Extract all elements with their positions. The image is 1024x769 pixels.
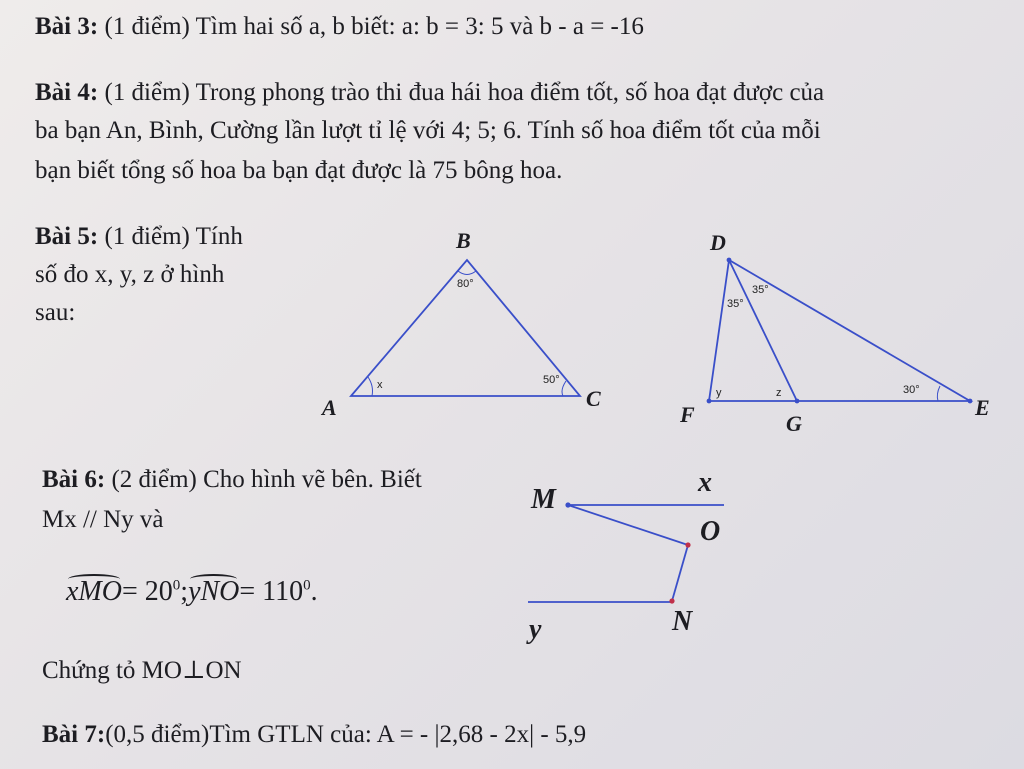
- bai4-line-2: ba bạn An, Bình, Cường lần lượt tỉ lệ với 4; 5; 6. Tính số hoa điểm tốt của mỗi: [35, 117, 821, 144]
- angle-c-value: 50°: [543, 374, 560, 386]
- bai6-line-2: Mx // Ny và: [42, 506, 164, 533]
- bai5-label: Bài 5:: [35, 223, 99, 250]
- point-o-label: O: [700, 516, 721, 547]
- degree-1: 0: [172, 577, 181, 594]
- bai3-text: (1 điểm) Tìm hai số a, b biết: a: b = 3: 5 và b - a = -16: [98, 13, 644, 40]
- bai7-line: [42, 722, 586, 747]
- angle-xmo-value: = 20: [121, 576, 173, 607]
- degree-2: 0: [303, 577, 311, 594]
- vertex-a-label: A: [322, 395, 337, 420]
- angle-yno: yNO: [188, 576, 240, 607]
- point-n-label: N: [672, 606, 693, 637]
- vertex-e-label: E: [975, 395, 990, 420]
- bai5-line-3: sau:: [35, 299, 76, 326]
- bai7-label: Bài 7:: [42, 721, 106, 748]
- arc-angle-c: [562, 381, 566, 396]
- bai4-text-1: (1 điểm) Trong phong trào thi đua hái hoa điểm tốt, số hoa đạt được của: [98, 79, 825, 106]
- bai4-label: Bài 4:: [35, 79, 99, 106]
- point-o-dot: [685, 542, 690, 547]
- bai6-label: Bài 6:: [42, 466, 106, 493]
- vertex-g-label: G: [786, 411, 802, 436]
- bai5-line-2: số đo x, y, z ở hình: [35, 261, 225, 288]
- triangle-dfe: [709, 260, 970, 401]
- equation-separator: ;: [180, 576, 189, 607]
- bai6-equation: [66, 578, 318, 606]
- point-d-dot: [727, 258, 732, 263]
- vertex-c-label: C: [586, 386, 601, 411]
- angle-d1-value: 35°: [727, 298, 744, 310]
- point-y-label: y: [529, 614, 542, 645]
- bai6-line-1: [42, 467, 422, 492]
- arc-angle-e: [937, 386, 940, 401]
- vertex-b-label: B: [456, 228, 471, 253]
- angle-yno-value: = 110: [239, 576, 304, 607]
- angle-a-value: x: [377, 379, 383, 391]
- point-e-dot: [968, 399, 973, 404]
- bai7-text: (0,5 điểm)Tìm GTLN của: A = - |2,68 - 2x| - 5,9: [105, 721, 587, 748]
- point-g-dot: [795, 399, 800, 404]
- bai4-line-3: bạn biết tổng số hoa ba bạn đạt được là 75 bông hoa.: [35, 157, 563, 184]
- bai3-label: Bài 3:: [35, 13, 99, 40]
- vertex-f-label: F: [680, 402, 695, 427]
- vertex-d-label: D: [710, 230, 726, 255]
- point-m-dot: [565, 502, 570, 507]
- angle-d2-value: 35°: [752, 284, 769, 296]
- arc-angle-a: [368, 377, 373, 396]
- bai6-text-1: (2 điểm) Cho hình vẽ bên. Biết: [105, 466, 422, 493]
- segment-on: [672, 545, 688, 601]
- segment-dg: [729, 260, 797, 401]
- bai6-conclusion: Chứng tỏ MO⊥ON: [42, 657, 242, 684]
- point-m-label: M: [531, 484, 556, 515]
- angle-xmo: xMO: [66, 576, 122, 607]
- arc-angle-b: [458, 271, 476, 275]
- bai5-text-1: (1 điểm) Tính: [98, 223, 243, 250]
- angle-f-value: y: [716, 387, 722, 399]
- point-x-label: x: [698, 467, 712, 498]
- equation-tail: .: [310, 576, 318, 607]
- segment-mo: [568, 505, 688, 545]
- angle-g-value: z: [776, 387, 782, 399]
- angle-b-value: 80°: [457, 278, 474, 290]
- point-f-dot: [707, 399, 712, 404]
- point-n-dot: [669, 598, 674, 603]
- angle-e-value: 30°: [903, 384, 920, 396]
